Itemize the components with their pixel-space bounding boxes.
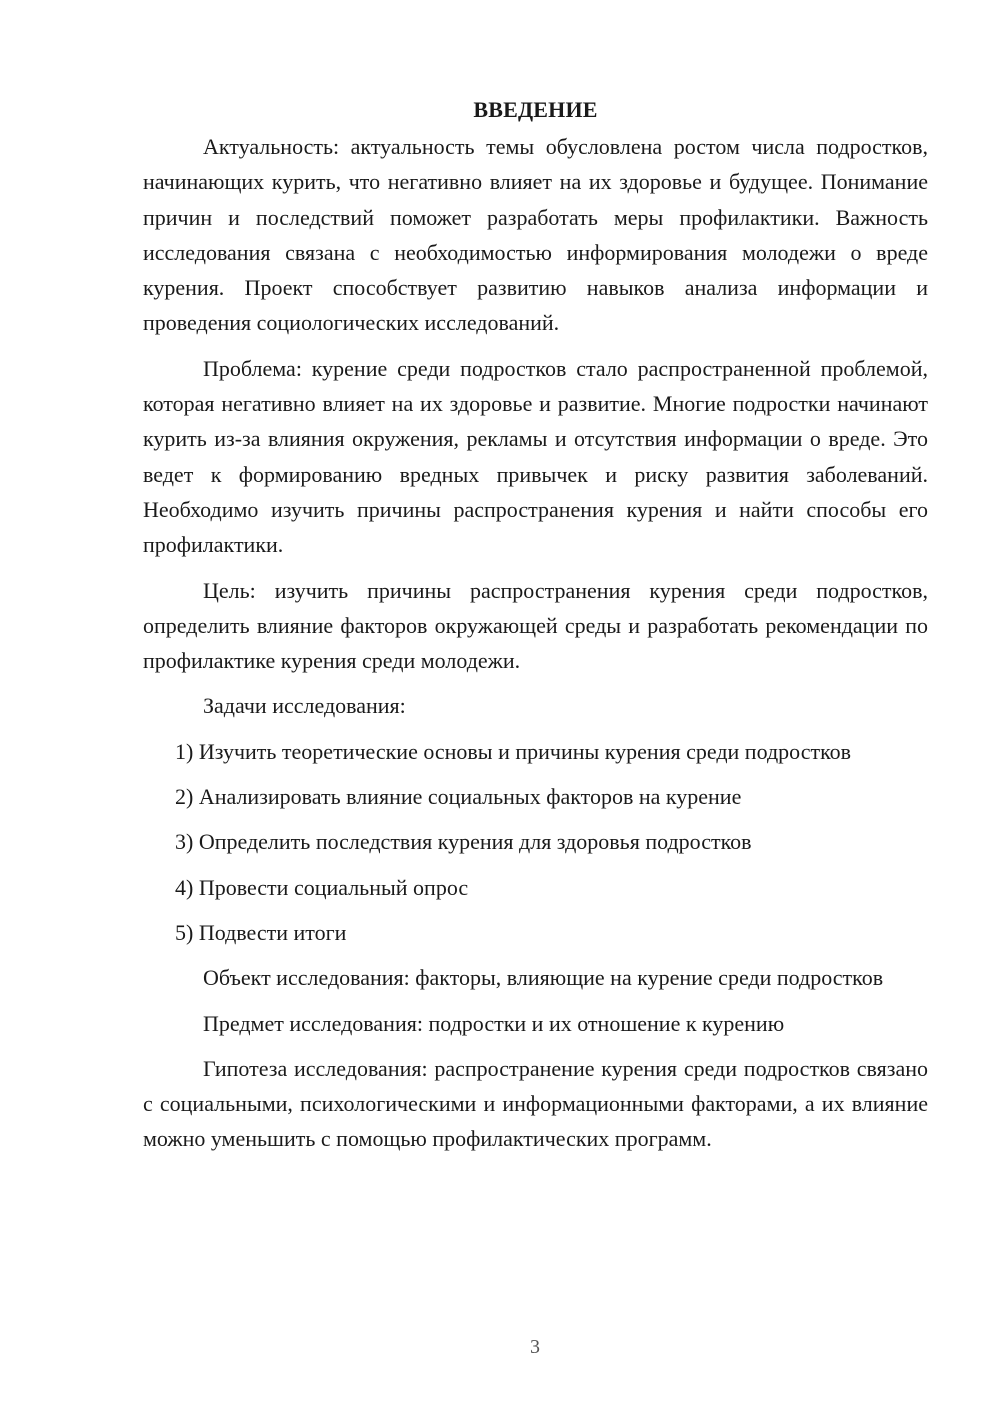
page-number: 3 — [530, 1336, 540, 1358]
list-item: 3) Определить последствия курения для здоровья подростков — [175, 829, 752, 855]
list-item: 4) Провести социальный опрос — [175, 874, 469, 900]
paragraph-tasks-heading: Задачи исследования: — [203, 693, 406, 719]
list-item: 5) Подвести итоги — [175, 919, 347, 945]
list-item: 2) Анализировать влияние социальных факторов на курение — [175, 784, 742, 810]
paragraph-goal: Цель: изучить причины распространения курения среди подростков, определить влияние факторов окружающей среды и разработать рекомендации по профилактике курения среди молодежи. — [143, 577, 928, 674]
document-page — [143, 95, 928, 1167]
tasks-list — [143, 734, 928, 950]
paragraph-subject: Предмет исследования: подростки и их отношение к курению — [203, 1010, 785, 1036]
list-item: 1) Изучить теоретические основы и причины курения среди подростков — [175, 738, 852, 764]
paragraph-hypothesis: Гипотеза исследования: распространение курения среди подростков связано с социальными, психологическими и информационными факторами, а их влияние можно уменьшить с помощью профилактических программ. — [143, 1055, 928, 1152]
section-title: ВВЕДЕНИЕ — [473, 97, 598, 122]
paragraph-relevance: Актуальность: актуальность темы обусловлена ростом числа подростков, начинающих курить, что негативно влияет на их здоровье и будущее. Понимание причин и последствий поможет разработать меры профилактики. Важность исследования связана с необходимостью информирования молодежи о вреде курения. Проект способствует развитию навыков анализа информации и проведения социологических исследований. — [143, 134, 928, 336]
paragraph-object: Объект исследования: факторы, влияющие на курение среди подростков — [203, 965, 884, 991]
paragraph-problem: Проблема: курение среди подростков стало распространенной проблемой, которая негативно влияет на их здоровье и развитие. Многие подростки начинают курить из-за влияния окружения, рекламы и отсутствия информации о вреде. Это ведет к формированию вредных привычек и риску развития заболеваний. Необходимо изучить причины распространения курения и найти способы его профилактики. — [143, 355, 928, 558]
